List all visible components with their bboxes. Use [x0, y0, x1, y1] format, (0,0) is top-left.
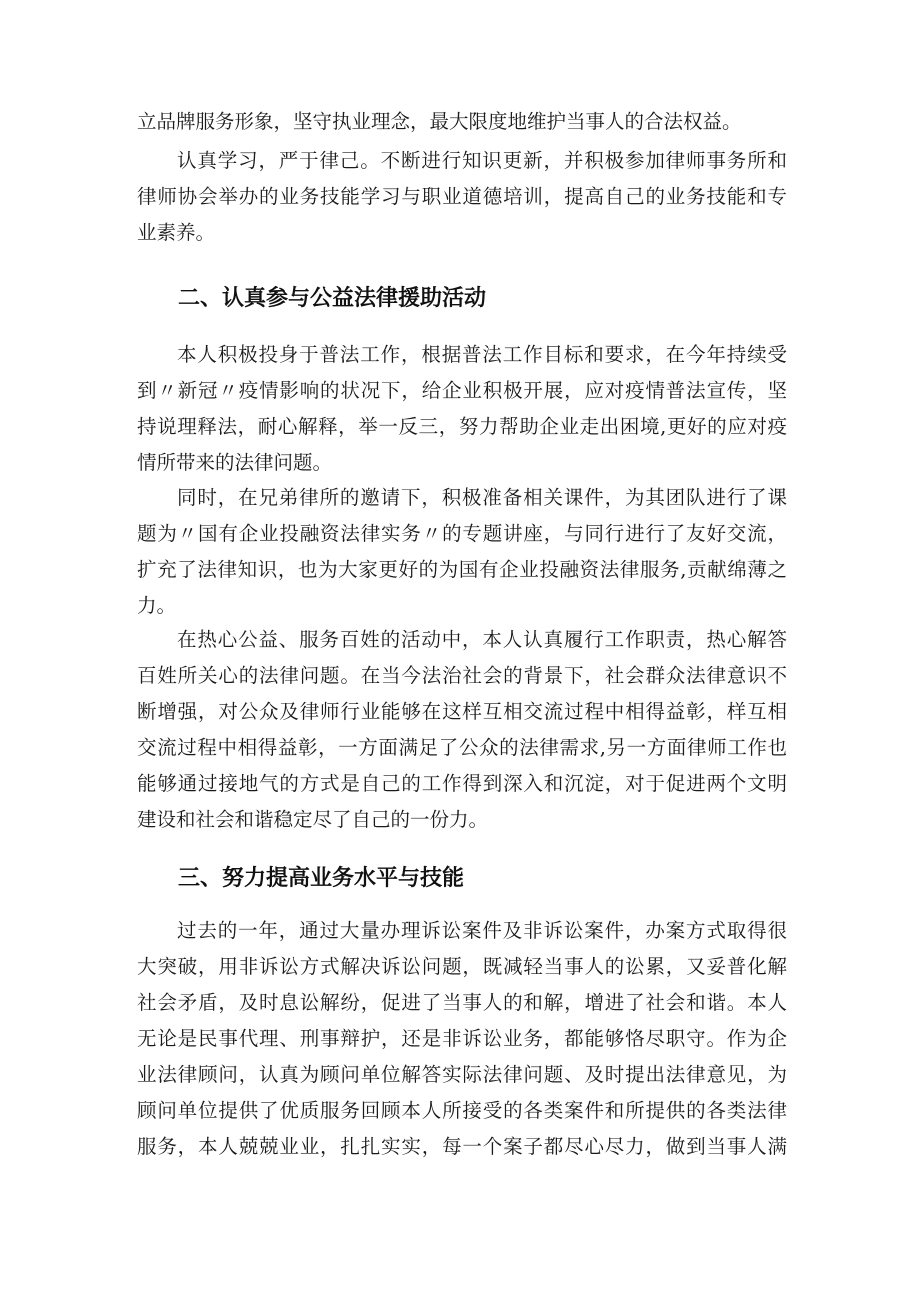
text-line: 服务，本人兢兢业业，扎扎实实，每一个案子都尽心尽力，做到当事人满 [137, 1135, 787, 1158]
text-line: 能够通过接地气的方式是自己的工作得到深入和沉淀，对于促进两个文明 [137, 772, 787, 795]
text-line: 业素养。 [137, 221, 216, 244]
text-line: 断增强，对公众及律师行业能够在这样互相交流过程中相得益彰，样互相 [137, 700, 787, 723]
paragraph-practice [137, 913, 787, 1165]
text-line: 立品牌服务形象，坚守执业理念，最大限度地维护当事人的合法权益。 [137, 110, 742, 133]
text-line: 同时，在兄弟律所的邀请下，积极准备相关课件，为其团队进行了课 [177, 486, 787, 509]
text-line: 业法律顾问，认真为顾问单位解答实际法律问题、及时提出法律意见，为 [137, 1063, 787, 1086]
section-heading-2: 二、认真参与公益法律援助活动 [178, 286, 487, 311]
text-line: 无论是民事代理、刑事辩护，还是非诉讼业务，都能够恪尽职守。作为企 [137, 1027, 787, 1050]
paragraph-legal-education [137, 337, 787, 481]
text-line: 律师协会举办的业务技能学习与职业道德培训，提高自己的业务技能和专 [137, 185, 787, 208]
text-line: 在热心公益、服务百姓的活动中，本人认真履行工作职责，热心解答 [177, 628, 787, 651]
text-line: 力。 [137, 594, 177, 617]
paragraph-study [137, 143, 787, 251]
paragraph-continuation [137, 104, 787, 140]
text-line: 大突破，用非诉讼方式解决诉讼问题，既减轻当事人的讼累，又妥普化解 [137, 955, 787, 978]
text-line: 社会矛盾，及时息讼解纷，促进了当事人的和解，增进了社会和谐。本人 [137, 991, 787, 1014]
text-line: 交流过程中相得益彰，一方面满足了公众的法律需求,另一方面律师工作也 [137, 736, 787, 759]
text-line: 到〃新冠〃疫情影响的状况下，给企业积极开展，应对疫情普法宣传，坚 [137, 379, 787, 402]
text-line: 题为〃国有企业投融资法律实务〃的专题讲座，与同行进行了友好交流， [137, 522, 787, 545]
text-line: 本人积极投身于普法工作，根据普法工作目标和要求，在今年持续受 [177, 343, 787, 366]
paragraph-public-service [137, 622, 787, 838]
text-line: 扩充了法律知识，也为大家更好的为国有企业投融资法律服务,贡献绵薄之 [137, 558, 787, 581]
text-line: 建设和社会和谐稳定尽了自己的一份力。 [137, 808, 489, 831]
text-line: 百姓所关心的法律问题。在当今法治社会的背景下，社会群众法律意识不 [137, 664, 787, 687]
text-line: 持说理释法，耐心解释，举一反三，努力帮助企业走出困境,更好的应对疫 [137, 415, 787, 438]
text-line: 情所带来的法律问题。 [137, 451, 333, 474]
section-heading-3: 三、努力提高业务水平与技能 [178, 866, 465, 891]
text-line: 认真学习，严于律己。不断进行知识更新，并积极参加律师事务所和 [177, 149, 787, 172]
text-line: 顾问单位提供了优质服务回顾本人所接受的各类案件和所提供的各类法律 [137, 1099, 787, 1122]
text-line: 过去的一年，通过大量办理诉讼案件及非诉讼案件，办案方式取得很 [177, 919, 787, 942]
paragraph-lecture [137, 480, 787, 624]
